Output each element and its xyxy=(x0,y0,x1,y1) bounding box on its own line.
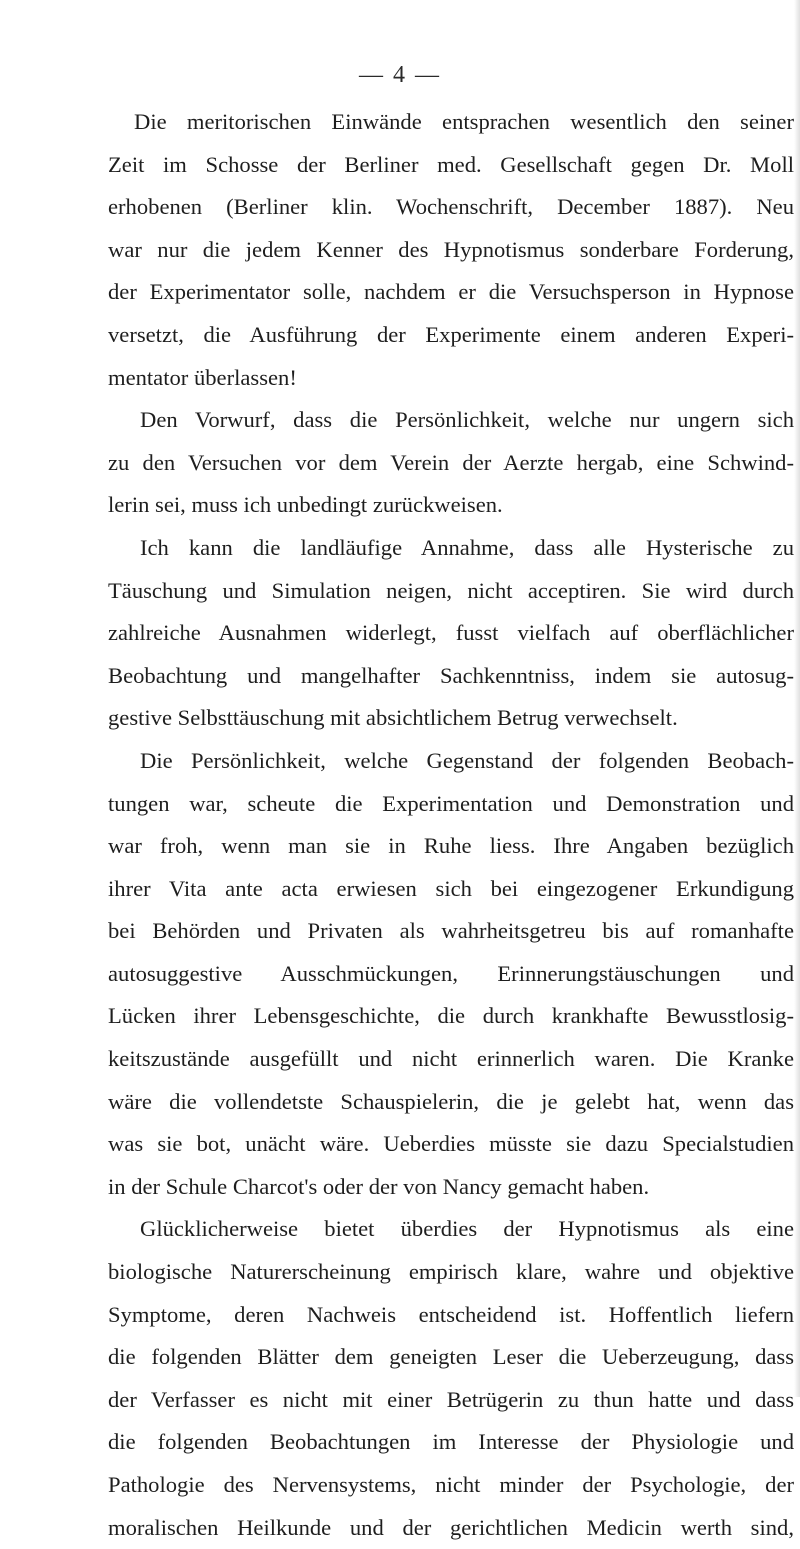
text-line: zahlreiche Ausnahmen widerlegt, fusst vielfach auf oberflächlicher xyxy=(108,620,794,646)
text-line: Täuschung und Simulation neigen, nicht acceptiren. Sie wird durch xyxy=(108,577,794,603)
text-line: Die meritorischen Einwände entsprachen wesentlich den seiner xyxy=(134,109,794,134)
body-text xyxy=(108,101,794,1549)
text-line: war nur die jedem Kenner des Hypnotismus sonderbare Forderung, xyxy=(108,236,794,262)
text-line: der Verfasser es nicht mit einer Betrügerin zu thun hatte und dass xyxy=(108,1386,794,1412)
text-line: war froh, wenn man sie in Ruhe liess. Ihre Angaben bezüglich xyxy=(108,833,794,859)
text-line: versetzt, die Ausführung der Experimente einem anderen Experi- xyxy=(108,321,794,347)
text-line: Glücklicherweise bietet überdies der Hypnotismus als eine xyxy=(140,1216,794,1242)
text-line: mentator überlassen! xyxy=(108,364,297,390)
text-line: was sie bot, unächt wäre. Ueberdies müsste sie dazu Specialstudien xyxy=(108,1131,794,1157)
text-line: Pathologie des Nervensystems, nicht minder der Psychologie, der xyxy=(108,1472,794,1497)
page-number: — 4 — xyxy=(359,62,441,88)
text-line: Zeit im Schosse der Berliner med. Gesellschaft gegen Dr. Moll xyxy=(108,151,794,177)
text-line: Beobachtung und mangelhafter Sachkenntniss, indem sie autosug- xyxy=(108,662,794,688)
text-line: Lücken ihrer Lebensgeschichte, die durch krankhafte Bewusstlosig- xyxy=(108,1003,794,1029)
text-line: zu den Versuchen vor dem Verein der Aerzte hergab, eine Schwind- xyxy=(108,449,794,475)
text-line: Den Vorwurf, dass die Persönlichkeit, welche nur ungern sich xyxy=(140,407,794,433)
text-line: biologische Naturerscheinung empirisch klare, wahre und objektive xyxy=(108,1259,794,1285)
text-line: moralischen Heilkunde und der gerichtlichen Medicin werth sind, xyxy=(108,1514,794,1540)
text-line: autosuggestive Ausschmückungen, Erinnerungstäuschungen und xyxy=(108,960,794,986)
text-line: Die Persönlichkeit, welche Gegenstand der folgenden Beobach- xyxy=(140,747,794,773)
text-line: tungen war, scheute die Experimentation und Demonstration und xyxy=(108,790,794,816)
text-line: die folgenden Blätter dem geneigten Leser die Ueberzeugung, dass xyxy=(108,1344,794,1370)
text-line: lerin sei, muss ich unbedingt zurückweisen. xyxy=(108,492,503,518)
text-line: ihrer Vita ante acta erwiesen sich bei eingezogener Erkundigung xyxy=(108,875,794,901)
text-line: Ich kann die landläufige Annahme, dass alle Hysterische zu xyxy=(140,534,794,560)
text-line: Symptome, deren Nachweis entscheidend ist. Hoffentlich liefern xyxy=(108,1301,794,1327)
text-line: keitszustände ausgefüllt und nicht erinnerlich waren. Die Kranke xyxy=(108,1046,794,1072)
text-line: erhobenen (Berliner klin. Wochenschrift, December 1887). Neu xyxy=(108,194,794,220)
text-line: in der Schule Charcot's oder der von Nancy gemacht haben. xyxy=(108,1173,650,1199)
text-line: wäre die vollendetste Schauspielerin, die je gelebt hat, wenn das xyxy=(108,1088,794,1114)
page-edge-shadow xyxy=(794,0,800,1397)
text-line: die folgenden Beobachtungen im Interesse der Physiologie und xyxy=(108,1429,794,1455)
text-line: bei Behörden und Privaten als wahrheitsgetreu bis auf romanhafte xyxy=(108,918,794,944)
text-line: der Experimentator solle, nachdem er die Versuchsperson in Hypnose xyxy=(108,279,794,305)
text-line: gestive Selbsttäuschung mit absichtlichem Betrug verwechselt. xyxy=(108,705,678,731)
